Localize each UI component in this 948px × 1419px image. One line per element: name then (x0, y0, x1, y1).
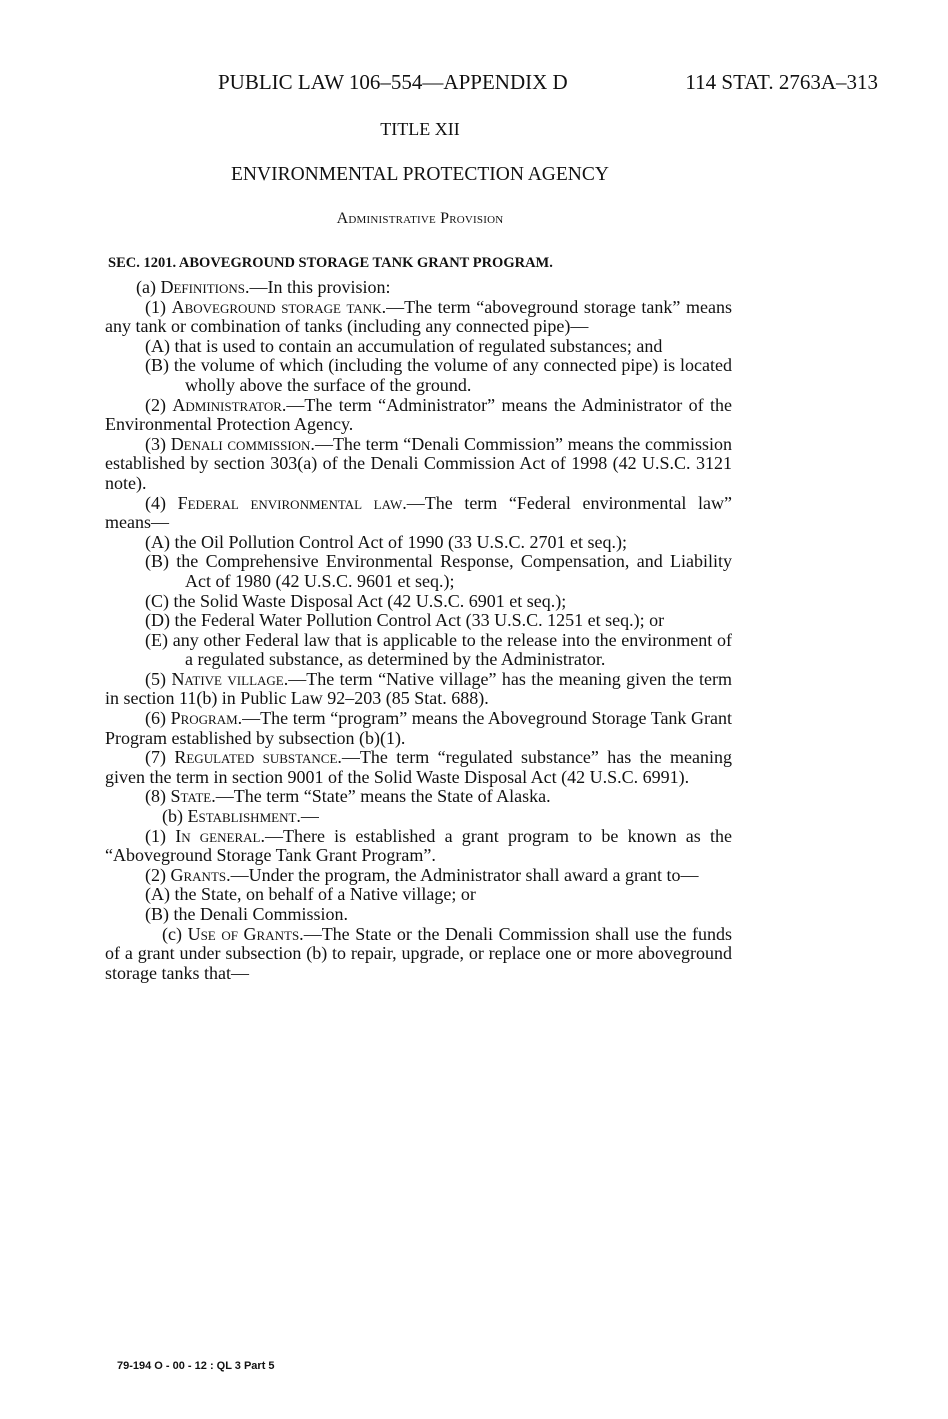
para-4-B: (B) the Comprehensive Environmental Response, Compensation, and Liability Act of 1980 (42 U.S.C. 9601 et seq.); (145, 551, 732, 591)
para-6-program: (6) Program.—The term “program” means the Aboveground Storage Tank Grant Program established by subsection (b)(1). (105, 708, 732, 748)
para-b2-A: (A) the State, on behalf of a Native village; or (145, 884, 476, 905)
print-job-footer: 79-194 O - 00 - 12 : QL 3 Part 5 (117, 1360, 275, 1372)
para-8-state: (8) State.—The term “State” means the State of Alaska. (145, 786, 551, 807)
section-heading: SEC. 1201. ABOVEGROUND STORAGE TANK GRANT PROGRAM. (108, 255, 553, 271)
para-1-B: (B) the volume of which (including the volume of any connected pipe) is located wholly above the surface of the ground. (145, 355, 732, 395)
running-head-stat: 114 STAT. 2763A–313 (685, 70, 878, 94)
para-b2-grants: (2) Grants.—Under the program, the Administrator shall award a grant to— (145, 864, 699, 885)
para-b2-B: (B) the Denali Commission. (145, 904, 348, 924)
agency-heading: ENVIRONMENTAL PROTECTION AGENCY (231, 164, 609, 185)
para-a-definitions: (a) Definitions.—In this provision: (136, 277, 391, 297)
para-c-use-of-grants: (c) Use of Grants.—The State or the Denali Commission shall use the funds of a grant under subsection (b) to repair, upgrade, or replace one or more aboveground storage tanks that— (105, 923, 732, 983)
provision-heading: Administrative Provision (336, 210, 504, 227)
para-4-D: (D) the Federal Water Pollution Control Act (33 U.S.C. 1251 et seq.); or (145, 610, 665, 631)
para-b1-in-general: (1) In general.—There is established a grant program to be known as the “Aboveground Storage Tank Grant Program”. (105, 825, 732, 866)
para-4-E: (E) any other Federal law that is applicable to the release into the environment of a regulated substance, as determined by the Administrator. (145, 629, 732, 670)
para-7-regulated-substance: (7) Regulated substance.—The term “regulated substance” has the meaning given the term in section 9001 of the Solid Waste Disposal Act (42 U.S.C. 6991). (105, 747, 732, 787)
running-head-law: PUBLIC LAW 106–554—APPENDIX D (218, 70, 568, 94)
para-2-administrator: (2) Administrator.—The term “Administrator” means the Administrator of the Environmental Protection Agency. (105, 394, 732, 435)
para-1-A: (A) that is used to contain an accumulation of regulated substances; and (145, 335, 663, 356)
running-head (218, 70, 878, 100)
para-3-denali-commission: (3) Denali commission.—The term “Denali Commission” means the commission established by section 303(a) of the Denali Commission Act of 1998 (42 U.S.C. 3121 note). (105, 433, 732, 493)
para-b-establishment: (b) Establishment.— (162, 806, 319, 827)
title-number: TITLE XII (380, 119, 460, 139)
para-1-aboveground-storage-tank: (1) Aboveground storage tank.—The term “aboveground storage tank” means any tank or combination of tanks (including any connected pipe)— (105, 296, 732, 337)
section-body (105, 278, 732, 983)
para-5-native-village: (5) Native village.—The term “Native village” has the meaning given the term in section 11(b) in Public Law 92–203 (85 Stat. 688). (105, 668, 732, 709)
para-4-federal-environmental-law: (4) Federal environmental law.—The term “Federal environmental law” means— (105, 492, 732, 533)
para-4-A: (A) the Oil Pollution Control Act of 1990 (33 U.S.C. 2701 et seq.); (145, 531, 627, 552)
para-4-C: (C) the Solid Waste Disposal Act (42 U.S.C. 6901 et seq.); (145, 590, 567, 611)
